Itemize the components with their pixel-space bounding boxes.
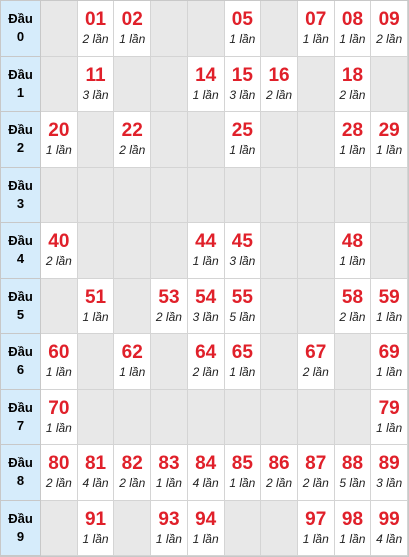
cell-count: 1 lần — [302, 531, 329, 546]
number-cell — [41, 390, 78, 446]
empty-cell — [151, 334, 188, 390]
cell-count: 2 lần — [45, 476, 72, 491]
cell-number: 81 — [84, 453, 107, 475]
cell-count: 1 lần — [82, 531, 109, 546]
cell-number: 18 — [341, 64, 364, 86]
number-cell — [335, 279, 372, 335]
number-cell — [225, 334, 262, 390]
empty-cell — [225, 501, 262, 557]
cell-count: 1 lần — [82, 309, 109, 324]
empty-cell — [114, 57, 151, 113]
row-header-digit: 9 — [16, 528, 25, 544]
cell-number: 97 — [305, 508, 327, 530]
empty-cell — [261, 334, 298, 390]
empty-cell — [151, 57, 188, 113]
number-cell — [188, 223, 225, 279]
number-cell — [225, 279, 262, 335]
number-cell — [371, 390, 408, 446]
cell-number: 53 — [158, 286, 180, 308]
number-cell — [41, 445, 78, 501]
empty-cell — [188, 168, 225, 224]
cell-count: 2 lần — [339, 309, 366, 324]
cell-count: 1 lần — [376, 309, 403, 324]
number-cell — [188, 445, 225, 501]
empty-cell — [114, 279, 151, 335]
number-cell — [188, 501, 225, 557]
empty-cell — [225, 390, 262, 446]
cell-count: 1 lần — [45, 365, 72, 380]
empty-cell — [151, 390, 188, 446]
row-header-label: Đầu — [8, 399, 33, 415]
cell-count: 3 lần — [229, 87, 256, 102]
cell-count: 4 lần — [376, 531, 403, 546]
number-cell — [78, 279, 115, 335]
number-cell — [371, 445, 408, 501]
empty-cell — [261, 168, 298, 224]
cell-number: 09 — [378, 9, 400, 31]
cell-number: 16 — [268, 64, 290, 86]
cell-number: 58 — [341, 286, 364, 308]
row-header-digit: 6 — [16, 362, 25, 378]
row-header-5 — [1, 279, 41, 335]
cell-number: 69 — [378, 342, 400, 364]
empty-cell — [114, 501, 151, 557]
empty-cell — [78, 168, 115, 224]
cell-number: 60 — [48, 342, 70, 364]
number-cell — [335, 112, 372, 168]
cell-number: 93 — [158, 508, 180, 530]
number-cell — [298, 501, 335, 557]
cell-count: 3 lần — [376, 476, 403, 491]
empty-cell — [261, 1, 298, 57]
cell-number: 83 — [158, 453, 180, 475]
empty-cell — [371, 168, 408, 224]
row-header-label: Đầu — [8, 344, 33, 360]
cell-number: 28 — [341, 120, 364, 142]
empty-cell — [41, 57, 78, 113]
cell-number: 05 — [231, 9, 253, 31]
cell-number: 84 — [195, 453, 217, 475]
empty-cell — [114, 390, 151, 446]
cell-count: 1 lần — [339, 32, 366, 47]
cell-number: 22 — [121, 120, 143, 142]
number-cell — [335, 223, 372, 279]
number-cell — [371, 112, 408, 168]
cell-count: 2 lần — [266, 87, 293, 102]
row-header-digit: 3 — [16, 195, 25, 211]
cell-count: 1 lần — [229, 476, 256, 491]
number-cell — [78, 57, 115, 113]
cell-number: 40 — [48, 231, 70, 253]
cell-count: 1 lần — [192, 531, 219, 546]
empty-cell — [41, 168, 78, 224]
row-header-label: Đầu — [8, 66, 33, 82]
row-header-digit: 8 — [16, 473, 25, 489]
cell-count: 2 lần — [119, 143, 146, 158]
number-cell — [261, 57, 298, 113]
number-cell — [188, 334, 225, 390]
cell-number: 91 — [84, 508, 107, 530]
cell-number: 15 — [231, 64, 253, 86]
row-header-label: Đầu — [8, 455, 33, 471]
cell-number: 70 — [48, 397, 70, 419]
row-header-1 — [1, 57, 41, 113]
cell-count: 2 lần — [192, 365, 219, 380]
row-header-digit: 7 — [16, 417, 25, 433]
empty-cell — [78, 334, 115, 390]
cell-number: 65 — [231, 342, 253, 364]
number-cell — [335, 57, 372, 113]
number-cell — [41, 112, 78, 168]
cell-count: 1 lần — [45, 420, 72, 435]
row-header-8 — [1, 445, 41, 501]
row-header-2 — [1, 112, 41, 168]
empty-cell — [298, 112, 335, 168]
cell-number: 01 — [84, 9, 107, 31]
empty-cell — [298, 279, 335, 335]
cell-count: 3 lần — [192, 309, 219, 324]
cell-number: 79 — [378, 397, 400, 419]
row-header-label: Đầu — [8, 233, 33, 249]
empty-cell — [41, 501, 78, 557]
row-header-7 — [1, 390, 41, 446]
number-cell — [225, 1, 262, 57]
cell-number: 55 — [231, 286, 253, 308]
cell-number: 07 — [305, 9, 327, 31]
cell-number: 11 — [85, 64, 106, 86]
row-header-digit: 4 — [16, 251, 25, 267]
cell-count: 1 lần — [45, 143, 72, 158]
empty-cell — [298, 223, 335, 279]
cell-number: 88 — [341, 453, 364, 475]
cell-number: 87 — [305, 453, 327, 475]
number-cell — [151, 279, 188, 335]
cell-number: 59 — [378, 286, 400, 308]
number-cell — [371, 279, 408, 335]
cell-number: 54 — [195, 286, 217, 308]
number-cell — [151, 501, 188, 557]
cell-count: 2 lần — [119, 476, 146, 491]
empty-cell — [188, 1, 225, 57]
cell-count: 1 lần — [192, 87, 219, 102]
empty-cell — [188, 112, 225, 168]
cell-count: 1 lần — [229, 143, 256, 158]
row-header-label: Đầu — [8, 510, 33, 526]
empty-cell — [114, 223, 151, 279]
empty-cell — [298, 57, 335, 113]
cell-count: 1 lần — [155, 531, 182, 546]
number-cell — [151, 445, 188, 501]
cell-number: 45 — [231, 231, 253, 253]
number-cell — [225, 112, 262, 168]
cell-count: 2 lần — [155, 309, 182, 324]
cell-count: 4 lần — [192, 476, 219, 491]
cell-count: 5 lần — [339, 476, 366, 491]
number-cell — [41, 223, 78, 279]
number-cell — [371, 1, 408, 57]
cell-count: 1 lần — [155, 476, 182, 491]
cell-count: 4 lần — [82, 476, 109, 491]
cell-count: 2 lần — [339, 87, 366, 102]
cell-count: 5 lần — [229, 309, 256, 324]
number-cell — [114, 445, 151, 501]
cell-number: 67 — [305, 342, 327, 364]
cell-count: 2 lần — [302, 365, 329, 380]
cell-number: 08 — [341, 9, 364, 31]
empty-cell — [41, 279, 78, 335]
empty-cell — [41, 1, 78, 57]
row-header-9 — [1, 501, 41, 557]
cell-number: 85 — [231, 453, 253, 475]
cell-count: 2 lần — [45, 254, 72, 269]
cell-number: 25 — [231, 120, 253, 142]
number-cell — [225, 223, 262, 279]
cell-count: 1 lần — [376, 420, 403, 435]
empty-cell — [151, 112, 188, 168]
empty-cell — [298, 168, 335, 224]
row-header-0 — [1, 1, 41, 57]
empty-cell — [261, 279, 298, 335]
number-cell — [188, 57, 225, 113]
cell-number: 82 — [121, 453, 143, 475]
empty-cell — [298, 390, 335, 446]
cell-number: 29 — [378, 120, 400, 142]
number-cell — [261, 445, 298, 501]
row-header-digit: 5 — [16, 306, 25, 322]
cell-count: 1 lần — [339, 531, 366, 546]
empty-cell — [114, 168, 151, 224]
row-header-label: Đầu — [8, 177, 33, 193]
cell-number: 86 — [268, 453, 290, 475]
empty-cell — [335, 334, 372, 390]
cell-count: 2 lần — [266, 476, 293, 491]
row-header-4 — [1, 223, 41, 279]
cell-count: 2 lần — [302, 476, 329, 491]
number-cell — [188, 279, 225, 335]
number-cell — [335, 1, 372, 57]
cell-count: 3 lần — [229, 254, 256, 269]
empty-cell — [78, 390, 115, 446]
row-header-6 — [1, 334, 41, 390]
number-cell — [225, 445, 262, 501]
empty-cell — [371, 223, 408, 279]
cell-number: 14 — [195, 64, 217, 86]
cell-count: 1 lần — [339, 143, 366, 158]
row-header-3 — [1, 168, 41, 224]
row-header-label: Đầu — [8, 122, 33, 138]
cell-number: 89 — [378, 453, 400, 475]
row-header-label: Đầu — [8, 11, 33, 27]
cell-count: 2 lần — [376, 32, 403, 47]
cell-count: 1 lần — [192, 254, 219, 269]
empty-cell — [261, 501, 298, 557]
number-cell — [298, 334, 335, 390]
number-cell — [41, 334, 78, 390]
row-header-digit: 1 — [16, 84, 25, 100]
cell-count: 1 lần — [339, 254, 366, 269]
row-header-label: Đầu — [8, 288, 33, 304]
number-cell — [335, 501, 372, 557]
cell-count: 3 lần — [82, 87, 109, 102]
cell-number: 20 — [48, 120, 70, 142]
number-cell — [371, 501, 408, 557]
cell-number: 94 — [195, 508, 217, 530]
empty-cell — [335, 390, 372, 446]
number-cell — [335, 445, 372, 501]
empty-cell — [261, 112, 298, 168]
cell-count: 1 lần — [376, 143, 403, 158]
empty-cell — [371, 57, 408, 113]
empty-cell — [188, 390, 225, 446]
cell-count: 1 lần — [119, 365, 146, 380]
cell-count: 1 lần — [302, 32, 329, 47]
number-cell — [114, 334, 151, 390]
empty-cell — [225, 168, 262, 224]
number-cell — [371, 334, 408, 390]
cell-number: 64 — [195, 342, 217, 364]
number-cell — [78, 445, 115, 501]
number-cell — [298, 445, 335, 501]
empty-cell — [151, 168, 188, 224]
empty-cell — [261, 390, 298, 446]
cell-count: 1 lần — [119, 32, 146, 47]
cell-number: 44 — [195, 231, 217, 253]
cell-number: 48 — [341, 231, 364, 253]
cell-number: 99 — [378, 508, 400, 530]
empty-cell — [261, 223, 298, 279]
cell-number: 62 — [121, 342, 143, 364]
cell-number: 02 — [121, 9, 143, 31]
number-cell — [114, 112, 151, 168]
cell-number: 51 — [84, 286, 107, 308]
cell-number: 98 — [341, 508, 364, 530]
number-cell — [78, 1, 115, 57]
cell-count: 1 lần — [229, 365, 256, 380]
row-header-digit: 2 — [16, 140, 25, 156]
empty-cell — [151, 1, 188, 57]
cell-count: 1 lần — [229, 32, 256, 47]
cell-number: 80 — [48, 453, 70, 475]
row-header-digit: 0 — [16, 29, 25, 45]
cell-count: 2 lần — [82, 32, 109, 47]
empty-cell — [151, 223, 188, 279]
empty-cell — [335, 168, 372, 224]
number-cell — [78, 501, 115, 557]
cell-count: 1 lần — [376, 365, 403, 380]
number-cell — [225, 57, 262, 113]
empty-cell — [78, 112, 115, 168]
number-cell — [298, 1, 335, 57]
empty-cell — [78, 223, 115, 279]
number-cell — [114, 1, 151, 57]
